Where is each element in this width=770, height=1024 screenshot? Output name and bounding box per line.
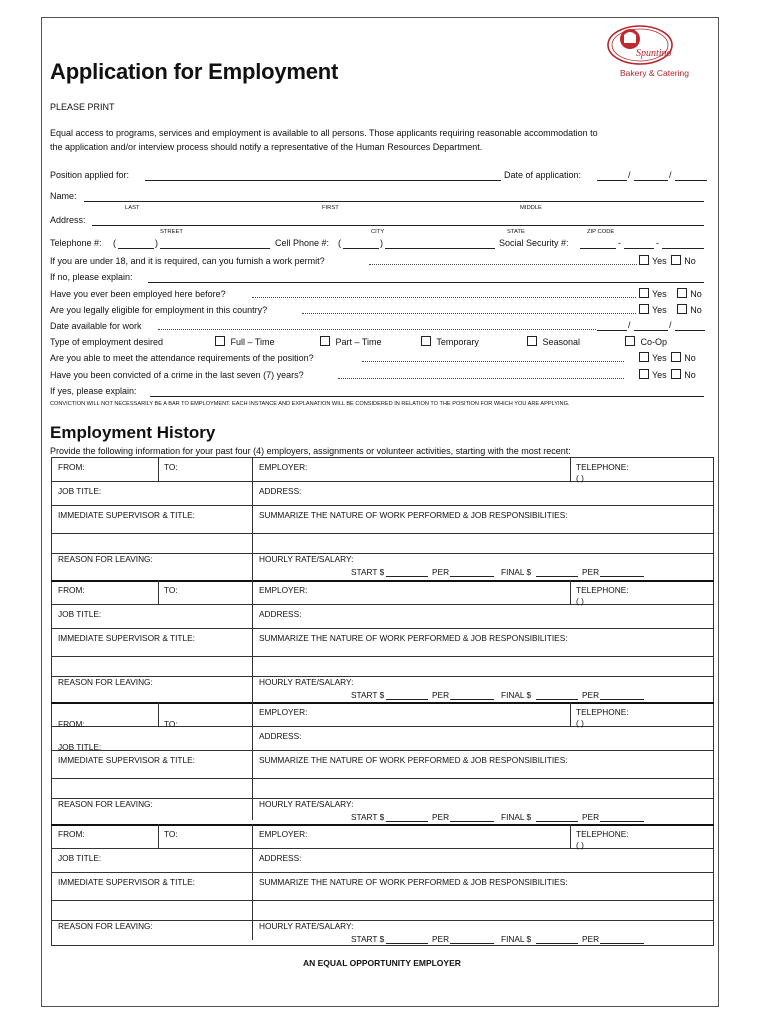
row-line — [51, 900, 714, 901]
no-label: No — [684, 256, 696, 266]
col-line — [252, 580, 253, 703]
row-line — [51, 604, 714, 605]
q-if-yes: If yes, please explain: — [50, 386, 137, 396]
if-yes-explain-field[interactable] — [150, 396, 704, 397]
addr-state-hint: STATE — [507, 229, 525, 235]
type-seasonal-checkbox[interactable] — [527, 336, 537, 346]
name-middle-hint: MIDDLE — [520, 205, 542, 211]
history-4-per2-field[interactable] — [600, 943, 644, 944]
q-convicted: Have you been convicted of a crime in the last seven (7) years? — [50, 370, 304, 380]
q-if-no: If no, please explain: — [50, 272, 133, 282]
history-4-telephone-paren: ( ) — [576, 840, 584, 850]
q-date-available: Date available for work — [50, 321, 142, 331]
history-1-telephone-paren: ( ) — [576, 473, 584, 483]
history-3-start-label: START $ — [351, 812, 385, 822]
no-label: No — [690, 305, 702, 315]
history-2-job-title-label: JOB TITLE: — [58, 609, 102, 619]
history-4-start-label: START $ — [351, 934, 385, 944]
yes-label: Yes — [652, 305, 667, 315]
q-employed-before: Have you ever been employed here before? — [50, 289, 226, 299]
ssn-label: Social Security #: — [499, 238, 569, 248]
history-2-start-field[interactable] — [386, 699, 428, 700]
equal-access-line-1: Equal access to programs, services and employment is available to all persons. Those applicants requiring reasonable accommodation to — [50, 128, 598, 138]
row-line — [51, 848, 714, 849]
type-full-time-label: Full – Time — [230, 337, 275, 347]
col-line — [570, 457, 571, 481]
under18-yes-checkbox[interactable] — [639, 255, 649, 265]
history-1-start-field[interactable] — [386, 576, 428, 577]
col-line — [158, 702, 159, 726]
type-coop-label: Co-Op — [640, 337, 668, 347]
convicted-no-checkbox[interactable] — [671, 369, 681, 379]
history-1-per2-label: PER — [582, 567, 600, 577]
history-1-reason-label: REASON FOR LEAVING: — [58, 554, 153, 564]
history-3-to-label: TO: — [164, 719, 178, 729]
block-divider — [51, 580, 714, 582]
history-2-start-label: START $ — [351, 690, 385, 700]
employed-before-no-checkbox[interactable] — [677, 288, 687, 298]
ssn-part3-field[interactable] — [662, 248, 704, 249]
history-2-final-label: FINAL $ — [501, 690, 532, 700]
history-2-reason-label: REASON FOR LEAVING: — [58, 677, 153, 687]
col-line — [158, 580, 159, 604]
history-4-supervisor-label: IMMEDIATE SUPERVISOR & TITLE: — [58, 877, 195, 887]
history-1-per-label: PER — [432, 567, 450, 577]
no-label: No — [690, 289, 702, 299]
col-line — [570, 702, 571, 726]
telephone-label: Telephone #: — [50, 238, 102, 248]
yes-label: Yes — [652, 256, 667, 266]
history-4-employer-label: EMPLOYER: — [259, 829, 308, 839]
history-3-supervisor-label: IMMEDIATE SUPERVISOR & TITLE: — [58, 755, 195, 765]
available-day-field[interactable] — [634, 330, 668, 331]
history-3-address-label: ADDRESS: — [259, 731, 302, 741]
block-divider — [51, 702, 714, 704]
history-1-job-title-label: JOB TITLE: — [58, 486, 102, 496]
history-4-address-label: ADDRESS: — [259, 853, 302, 863]
company-logo — [596, 23, 700, 83]
history-2-per-field[interactable] — [450, 699, 494, 700]
yes-label: Yes — [652, 370, 667, 380]
history-3-job-title-label: JOB TITLE: — [58, 742, 102, 752]
position-field[interactable] — [145, 180, 501, 181]
date-year-field[interactable] — [675, 180, 707, 181]
col-line — [570, 824, 571, 848]
employment-history-intro: Provide the following information for your past four (4) employers, assignments or volunteer activities, starting with the most recent: — [50, 446, 571, 456]
row-line — [51, 656, 714, 657]
q-under18: If you are under 18, and it is required, can you furnish a work permit? — [50, 256, 325, 266]
row-line — [51, 726, 714, 727]
history-4-from-label: FROM: — [58, 829, 85, 839]
no-label: No — [684, 353, 696, 363]
row-line — [51, 872, 714, 873]
equal-access-line-2: the application and/or interview process should notify a representative of the Human Resources Department. — [50, 142, 483, 152]
convicted-yes-checkbox[interactable] — [639, 369, 649, 379]
history-4-start-field[interactable] — [386, 943, 428, 944]
row-line — [51, 481, 714, 482]
eligible-no-checkbox[interactable] — [677, 304, 687, 314]
history-4-summarize-label: SUMMARIZE THE NATURE OF WORK PERFORMED & JOB RESPONSIBILITIES: — [259, 877, 568, 887]
telephone-field[interactable] — [160, 248, 270, 249]
please-print: PLEASE PRINT — [50, 102, 115, 112]
attendance-yes-checkbox[interactable] — [639, 352, 649, 362]
history-3-per2-field[interactable] — [600, 821, 644, 822]
date-label: Date of application: — [504, 170, 582, 180]
history-2-from-label: FROM: — [58, 585, 85, 595]
employment-history-heading: Employment History — [50, 423, 216, 442]
history-1-to-label: TO: — [164, 462, 178, 472]
logo-wordmark: Spuntino — [636, 48, 672, 59]
history-1-hourly-label: HOURLY RATE/SALARY: — [259, 554, 354, 564]
addr-street-hint: STREET — [160, 229, 183, 235]
address-label: Address: — [50, 215, 86, 225]
page-title: Application for Employment — [50, 59, 339, 84]
col-line — [158, 824, 159, 848]
history-1-employer-label: EMPLOYER: — [259, 462, 308, 472]
history-1-summarize-label: SUMMARIZE THE NATURE OF WORK PERFORMED & JOB RESPONSIBILITIES: — [259, 510, 568, 520]
history-4-reason-label: REASON FOR LEAVING: — [58, 921, 153, 931]
equal-opportunity-footer: AN EQUAL OPPORTUNITY EMPLOYER — [303, 958, 461, 968]
history-4-per2-label: PER — [582, 934, 600, 944]
col-line — [158, 457, 159, 481]
history-1-address-label: ADDRESS: — [259, 486, 302, 496]
cell-label: Cell Phone #: — [275, 238, 330, 248]
history-1-supervisor-label: IMMEDIATE SUPERVISOR & TITLE: — [58, 510, 195, 520]
history-2-to-label: TO: — [164, 585, 178, 595]
history-4-final-field[interactable] — [536, 943, 578, 944]
conviction-note: CONVICTION WILL NOT NECESSARILY BE A BAR TO EMPLOYMENT. EACH INSTANCE AND EXPLANATION WILL BE CONSIDERED IN RELATION TO THE POSITION FOR WHICH YOU ARE APPLYING. — [50, 401, 570, 407]
history-1-telephone-label: TELEPHONE: — [576, 462, 629, 472]
type-part-time-label: Part – Time — [335, 337, 382, 347]
ssn-part1-field[interactable] — [580, 248, 616, 249]
type-coop-checkbox[interactable] — [625, 336, 635, 346]
type-part-time-checkbox[interactable] — [320, 336, 330, 346]
row-line — [51, 628, 714, 629]
history-3-reason-label: REASON FOR LEAVING: — [58, 799, 153, 809]
addr-zip-hint: ZIP CODE — [587, 229, 615, 235]
history-3-per-field[interactable] — [450, 821, 494, 822]
row-line — [51, 505, 714, 506]
history-4-final-label: FINAL $ — [501, 934, 532, 944]
history-3-hourly-label: HOURLY RATE/SALARY: — [259, 799, 354, 809]
logo-tagline: Bakery & Catering — [620, 68, 689, 78]
history-2-final-field[interactable] — [536, 699, 578, 700]
type-temporary-checkbox[interactable] — [421, 336, 431, 346]
q-type: Type of employment desired — [50, 337, 164, 347]
row-line — [51, 778, 714, 779]
history-1-from-label: FROM: — [58, 462, 85, 472]
block-divider — [51, 824, 714, 826]
yes-label: Yes — [652, 289, 667, 299]
history-2-telephone-label: TELEPHONE: — [576, 585, 629, 595]
history-3-per2-label: PER — [582, 812, 600, 822]
history-1-per2-field[interactable] — [600, 576, 644, 577]
history-2-per-label: PER — [432, 690, 450, 700]
history-3-start-field[interactable] — [386, 821, 428, 822]
row-line — [51, 533, 714, 534]
address-field[interactable] — [92, 225, 704, 226]
cell-field[interactable] — [385, 248, 495, 249]
history-2-address-label: ADDRESS: — [259, 609, 302, 619]
row-line — [51, 750, 714, 751]
eligible-yes-checkbox[interactable] — [639, 304, 649, 314]
history-3-summarize-label: SUMMARIZE THE NATURE OF WORK PERFORMED & JOB RESPONSIBILITIES: — [259, 755, 568, 765]
history-3-telephone-label: TELEPHONE: — [576, 707, 629, 717]
position-label: Position applied for: — [50, 170, 130, 180]
history-3-final-label: FINAL $ — [501, 812, 532, 822]
employed-before-yes-checkbox[interactable] — [639, 288, 649, 298]
no-label: No — [684, 370, 696, 380]
history-1-per-field[interactable] — [450, 576, 494, 577]
name-last-hint: LAST — [125, 205, 140, 211]
type-temporary-label: Temporary — [436, 337, 479, 347]
date-month-field[interactable] — [597, 180, 627, 181]
if-no-explain-field[interactable] — [148, 282, 704, 283]
history-3-from-label: FROM: — [58, 719, 85, 729]
q-eligible: Are you legally eligible for employment in this country? — [50, 305, 268, 315]
history-1-start-label: START $ — [351, 567, 385, 577]
available-year-field[interactable] — [675, 330, 705, 331]
history-4-job-title-label: JOB TITLE: — [58, 853, 102, 863]
history-3-per-label: PER — [432, 812, 450, 822]
available-month-field[interactable] — [597, 330, 627, 331]
history-4-to-label: TO: — [164, 829, 178, 839]
col-line — [252, 702, 253, 820]
history-1-final-field[interactable] — [536, 576, 578, 577]
under18-no-checkbox[interactable] — [671, 255, 681, 265]
q-attendance: Are you able to meet the attendance requirements of the position? — [50, 353, 314, 363]
history-2-per2-label: PER — [582, 690, 600, 700]
history-2-employer-label: EMPLOYER: — [259, 585, 308, 595]
history-4-hourly-label: HOURLY RATE/SALARY: — [259, 921, 354, 931]
col-line — [252, 824, 253, 940]
telephone-area-field[interactable] — [118, 248, 154, 249]
attendance-no-checkbox[interactable] — [671, 352, 681, 362]
ssn-part2-field[interactable] — [624, 248, 654, 249]
name-label: Name: — [50, 191, 77, 201]
history-2-telephone-paren: ( ) — [576, 596, 584, 606]
name-field[interactable] — [84, 201, 704, 202]
yes-label: Yes — [652, 353, 667, 363]
history-2-hourly-label: HOURLY RATE/SALARY: — [259, 677, 354, 687]
col-line — [252, 457, 253, 580]
history-2-summarize-label: SUMMARIZE THE NATURE OF WORK PERFORMED & JOB RESPONSIBILITIES: — [259, 633, 568, 643]
history-3-telephone-paren: ( ) — [576, 718, 584, 728]
name-first-hint: FIRST — [322, 205, 339, 211]
date-day-field[interactable] — [634, 180, 668, 181]
history-4-telephone-label: TELEPHONE: — [576, 829, 629, 839]
history-3-employer-label: EMPLOYER: — [259, 707, 308, 717]
type-full-time-checkbox[interactable] — [215, 336, 225, 346]
history-4-per-label: PER — [432, 934, 450, 944]
history-2-supervisor-label: IMMEDIATE SUPERVISOR & TITLE: — [58, 633, 195, 643]
cell-area-field[interactable] — [343, 248, 379, 249]
history-4-per-field[interactable] — [450, 943, 494, 944]
type-seasonal-label: Seasonal — [542, 337, 581, 347]
history-3-final-field[interactable] — [536, 821, 578, 822]
col-line — [570, 580, 571, 604]
history-2-per2-field[interactable] — [600, 699, 644, 700]
addr-city-hint: CITY — [371, 229, 385, 235]
history-1-final-label: FINAL $ — [501, 567, 532, 577]
